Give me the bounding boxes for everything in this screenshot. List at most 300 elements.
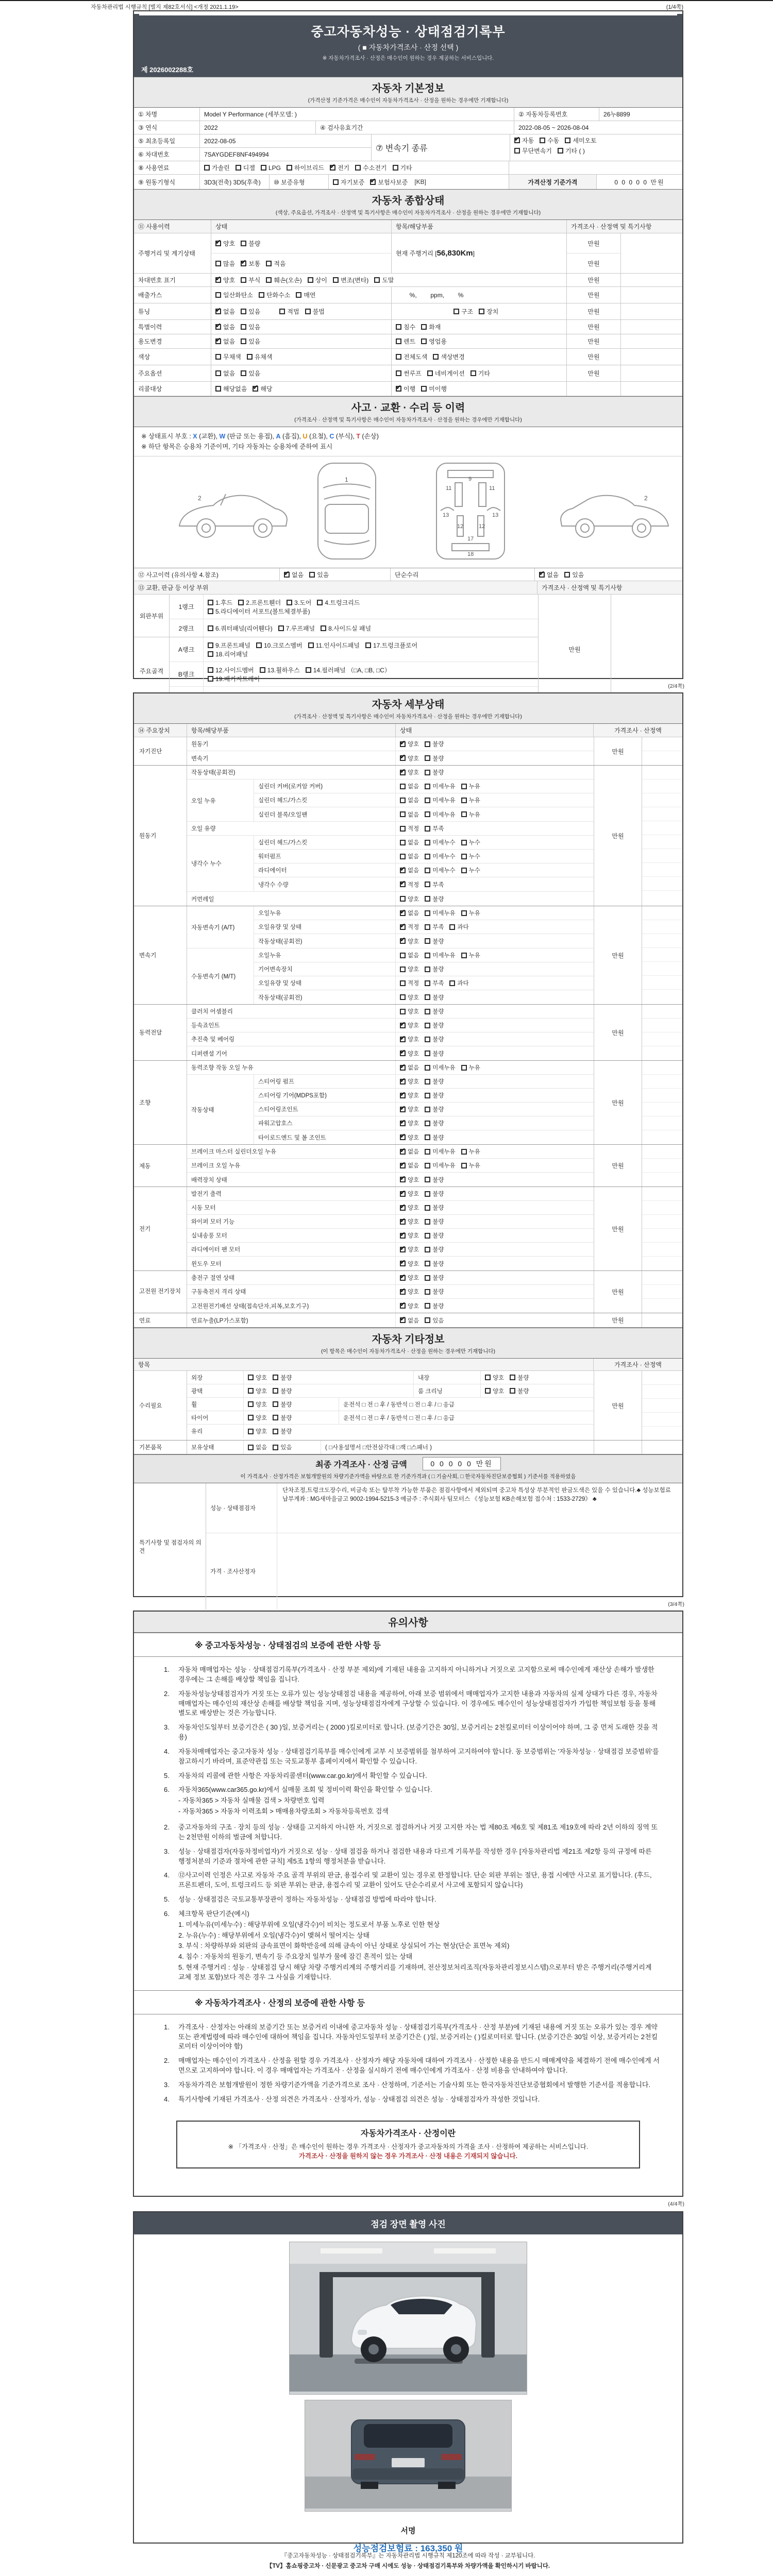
unchecked-checkbox-icon bbox=[248, 1375, 254, 1380]
checkbox-option[interactable]: 적정 bbox=[400, 824, 419, 833]
checkbox-option[interactable]: ✔ 없음 bbox=[284, 570, 304, 579]
checkbox-option[interactable]: 3.도어 bbox=[287, 598, 311, 607]
checkbox-option[interactable]: 네비게이션 bbox=[427, 369, 465, 378]
unchecked-checkbox-icon bbox=[510, 1375, 515, 1380]
checkbox-option[interactable]: 양호 bbox=[248, 1414, 267, 1422]
outer-panel-group bbox=[134, 595, 538, 637]
checkbox-option[interactable]: 양호 bbox=[400, 895, 419, 903]
checkbox-option[interactable]: 도말 bbox=[374, 276, 394, 284]
checkbox-option[interactable]: 불량 bbox=[425, 937, 444, 945]
notice-item: ⑫사고이력 인정은 사고로 자동차 주요 골격 부위의 판금, 용접수리 및 교환이 있는 경우로 한정합니다. 단순 외판 부위는 절단, 용접 시에만 사고로 표기합니다. (후드, 프론트펜더, 도어, 트렁크리드 등 외판 부위는 판금, 용접수리 및 교환이 있어도 단순수리로서 사고에 포함되지 않습니다) bbox=[178, 1871, 652, 1889]
checkbox-option[interactable]: ✔ 양호 bbox=[400, 1231, 419, 1240]
checkbox-option[interactable]: 누유 bbox=[461, 796, 480, 804]
checkbox-option[interactable]: ✔ 없음 bbox=[400, 1063, 419, 1072]
checkbox-option[interactable]: 있음 bbox=[564, 570, 584, 579]
price-cell: 만원 bbox=[594, 906, 642, 1004]
unchecked-checkbox-icon bbox=[425, 896, 430, 902]
checkbox-group bbox=[211, 287, 392, 303]
checkbox-option[interactable]: 적법 bbox=[279, 307, 299, 316]
svg-text:11: 11 bbox=[489, 485, 495, 492]
checkbox-option[interactable]: ✔ 양호 bbox=[400, 1217, 419, 1226]
checkbox-option[interactable]: 디젤 bbox=[236, 163, 255, 172]
checkbox-option[interactable]: 양호 bbox=[248, 1374, 267, 1382]
rank-label: 2랭크 bbox=[170, 619, 204, 637]
checkbox-option[interactable]: 19.패키지트레이 bbox=[208, 674, 260, 683]
unchecked-checkbox-icon bbox=[425, 1289, 430, 1295]
checkbox-option[interactable]: 양호 bbox=[485, 1374, 504, 1382]
checkbox-option[interactable]: 불량 bbox=[425, 1176, 444, 1184]
checkbox-group bbox=[208, 641, 423, 650]
checkbox-option[interactable]: 불량 bbox=[425, 1119, 444, 1127]
checkbox-option[interactable]: 불량 bbox=[425, 1035, 444, 1043]
checkbox-option[interactable]: 불량 bbox=[425, 965, 444, 973]
checkbox-group bbox=[396, 1257, 594, 1270]
unchecked-checkbox-icon bbox=[400, 896, 406, 902]
checkbox-option[interactable]: 불량 bbox=[510, 1374, 529, 1382]
item-label: 원동기 bbox=[187, 737, 396, 751]
checkbox-option[interactable]: 없음 bbox=[400, 782, 419, 790]
checkbox-option[interactable]: 양호 bbox=[400, 993, 419, 1002]
checkbox-option[interactable]: 18.리어패널 bbox=[208, 650, 248, 658]
text-segment: (손상) bbox=[360, 433, 379, 440]
checkbox-option[interactable]: ✔ 보험사보증 bbox=[370, 178, 408, 187]
checkbox-option[interactable]: 불량 bbox=[425, 1190, 444, 1198]
checkbox-option[interactable]: 있음 bbox=[309, 570, 329, 579]
checkbox-option[interactable]: 구조 bbox=[453, 307, 473, 316]
unchecked-checkbox-icon bbox=[453, 309, 459, 314]
checkbox-option[interactable]: 5.라디에이터 서포트(볼트체결부품) bbox=[208, 607, 310, 616]
unchecked-checkbox-icon bbox=[273, 1429, 278, 1434]
checkbox-option[interactable]: 7.루프패널 bbox=[278, 624, 315, 633]
checkbox-option[interactable]: 불량 bbox=[425, 1021, 444, 1029]
checkbox-option[interactable]: 불량 bbox=[241, 239, 260, 248]
checkbox-option[interactable]: 수동 bbox=[540, 136, 559, 145]
checkbox-option[interactable]: 불량 bbox=[273, 1374, 292, 1382]
checkbox-option[interactable]: ✔ 양호 bbox=[400, 1133, 419, 1142]
text-segment: (요철), bbox=[307, 433, 330, 440]
checkbox-option[interactable]: 미이행 bbox=[421, 384, 447, 393]
checkbox-option[interactable]: ✔ 없음 bbox=[539, 570, 559, 579]
checkbox-option[interactable]: 일산화탄소 bbox=[215, 291, 253, 299]
checkbox-option[interactable]: 무채색 bbox=[215, 352, 241, 361]
text-segment: W bbox=[219, 433, 226, 440]
checkbox-option[interactable]: 부족 bbox=[425, 880, 444, 889]
checkbox-option[interactable]: ✔ 양호 bbox=[400, 937, 419, 945]
checkbox-group bbox=[208, 650, 254, 658]
checkbox-option[interactable]: 양호 bbox=[248, 1400, 267, 1409]
checkbox-option[interactable]: 불량 bbox=[425, 993, 444, 1002]
checkbox-option[interactable]: 양호 bbox=[400, 1007, 419, 1015]
emission-values: %, ppm, % bbox=[392, 287, 567, 303]
notice-subitem: 3. 부식 : 차량하부와 외판의 금속표면이 화학반응에 의해 금속이 아닌 상태로 상실되어 가는 현상(단순 표면녹 제외) bbox=[178, 1942, 510, 1950]
checkbox-group bbox=[244, 1384, 414, 1397]
unchecked-checkbox-icon bbox=[425, 840, 430, 845]
checkbox-option[interactable]: 8.사이드실 패널 bbox=[321, 624, 371, 633]
checkbox-option[interactable]: ✔ 없음 bbox=[400, 866, 419, 874]
unchecked-checkbox-icon bbox=[425, 994, 430, 1000]
checkbox-option[interactable]: 있음 bbox=[425, 1316, 444, 1325]
final-price-note: 이 가격조사 · 산정가격은 보험개발원의 차량기준가액을 바탕으로 한 기준가격과 ( □ 기술사회, □ 한국자동차진단보증협회 ) 기준서를 적용하였음 bbox=[240, 1473, 576, 1480]
group-label: 조향 bbox=[134, 1061, 187, 1144]
checkbox-option[interactable]: 불량 bbox=[425, 754, 444, 762]
remark-cell bbox=[621, 382, 682, 396]
checkbox-group bbox=[392, 349, 567, 365]
checkbox-option[interactable]: 색상변경 bbox=[433, 352, 464, 361]
checkbox-option[interactable]: 불량 bbox=[510, 1387, 529, 1395]
checkbox-option[interactable]: 기타 bbox=[470, 369, 490, 378]
section-title: 자동차 세부상태 bbox=[372, 699, 445, 710]
checkbox-group bbox=[396, 1103, 594, 1116]
checkbox-option[interactable]: 11.인사이드패널 bbox=[308, 641, 360, 650]
unchecked-checkbox-icon bbox=[461, 798, 467, 803]
unchecked-checkbox-icon bbox=[208, 608, 213, 614]
checkbox-option[interactable]: 전체도색 bbox=[396, 352, 427, 361]
checkbox-option[interactable]: 양호 bbox=[400, 965, 419, 973]
checkbox-option[interactable]: 양호 bbox=[248, 1387, 267, 1395]
checkbox-option[interactable]: 많음 bbox=[215, 259, 235, 268]
checkbox-option[interactable]: 불량 bbox=[425, 768, 444, 776]
row-label: 주행거리 및 계기상태 bbox=[134, 233, 211, 273]
checkbox-option[interactable]: 기타 ( ) bbox=[558, 146, 585, 155]
unchecked-checkbox-icon bbox=[241, 277, 246, 283]
checkbox-group bbox=[392, 365, 567, 381]
checkbox-group bbox=[244, 1440, 321, 1454]
remarks-block bbox=[134, 1483, 682, 1609]
checkbox-option[interactable]: 미세누유 bbox=[425, 796, 455, 804]
checkbox-option[interactable]: 렌트 bbox=[396, 337, 415, 346]
checkbox-option[interactable]: ✔ 양호 bbox=[400, 1091, 419, 1099]
checkbox-option[interactable]: 영업용 bbox=[421, 337, 447, 346]
unchecked-checkbox-icon bbox=[449, 980, 455, 986]
notice-subsection-1: ※ 중고자동차성능 · 상태점검의 보증에 관한 사항 등 bbox=[134, 1633, 682, 1657]
section-detail-state-header bbox=[134, 693, 682, 724]
checkbox-option[interactable]: 없음 bbox=[400, 810, 419, 819]
checkbox-option[interactable]: ✔ 양호 bbox=[400, 1190, 419, 1198]
checkbox-option[interactable]: 무단변속기 bbox=[514, 146, 552, 155]
checkbox-option[interactable]: 불량 bbox=[425, 1231, 444, 1240]
field-value: 2022 bbox=[200, 121, 316, 134]
unchecked-checkbox-icon bbox=[248, 1445, 254, 1450]
checkbox-option[interactable]: 변조(변타) bbox=[333, 276, 368, 284]
unchecked-checkbox-icon bbox=[400, 798, 406, 803]
subgroup-label: 냉각수 누수 bbox=[187, 836, 254, 891]
checkbox-option[interactable]: 기타 bbox=[393, 163, 412, 172]
checkbox-option[interactable]: ✔ 없음 bbox=[400, 1147, 419, 1156]
checkbox-option[interactable]: 없음 bbox=[400, 951, 419, 959]
checkbox-option[interactable]: 누유 bbox=[461, 1161, 480, 1170]
checkbox-option[interactable]: ✔ 보통 bbox=[241, 259, 260, 268]
price-appraisal-info-box bbox=[176, 2121, 640, 2169]
table-row-group bbox=[134, 134, 682, 161]
price-cell: 만원 bbox=[567, 320, 621, 334]
checkbox-option[interactable]: ✔ 양호 bbox=[400, 1119, 419, 1127]
unchecked-checkbox-icon bbox=[425, 1079, 430, 1084]
checkbox-option[interactable]: 가솔린 bbox=[204, 163, 230, 172]
checkbox-option[interactable]: 10.크로스멤버 bbox=[256, 641, 303, 650]
checkbox-group bbox=[280, 568, 391, 581]
unchecked-checkbox-icon bbox=[241, 370, 246, 376]
checkbox-option[interactable]: 불량 bbox=[425, 1007, 444, 1015]
checkbox-option[interactable]: 부족 bbox=[425, 979, 444, 987]
checkbox-option[interactable]: 있음 bbox=[241, 323, 260, 331]
svg-text:13: 13 bbox=[443, 512, 449, 518]
checkbox-option[interactable]: ✔ 자동 bbox=[514, 136, 534, 145]
checkbox-option[interactable]: 미세누유 bbox=[425, 810, 455, 819]
checkbox-option[interactable]: 부식 bbox=[241, 276, 260, 284]
checkbox-group bbox=[396, 990, 594, 1004]
checkbox-option[interactable]: 하이브리드 bbox=[287, 163, 324, 172]
unchecked-checkbox-icon bbox=[425, 1219, 430, 1225]
checkbox-option[interactable]: ✔ 없음 bbox=[400, 1161, 419, 1170]
checkbox-option[interactable]: 유채색 bbox=[247, 352, 273, 361]
checkbox-option[interactable]: ✔ 전기 bbox=[330, 163, 349, 172]
checked-checkbox-icon bbox=[400, 1219, 406, 1225]
checkbox-option[interactable]: 미세누유 bbox=[425, 1147, 455, 1156]
checkbox-option[interactable]: 과다 bbox=[449, 979, 468, 987]
checkbox-option[interactable]: 미세누수 bbox=[425, 866, 455, 874]
checkbox-option[interactable]: 불량 bbox=[425, 1302, 444, 1310]
checkbox-option[interactable]: 수소전기 bbox=[355, 163, 386, 172]
checkbox-option[interactable]: 없음 bbox=[400, 838, 419, 846]
checkbox-option[interactable]: 누유 bbox=[461, 810, 480, 819]
checkbox-option[interactable]: 불량 bbox=[425, 1260, 444, 1268]
checkbox-option[interactable]: ✔ 양호 bbox=[400, 1077, 419, 1086]
checkbox-option[interactable]: 미세누유 bbox=[425, 951, 455, 959]
unchecked-checkbox-icon bbox=[266, 261, 272, 266]
checkbox-option[interactable]: 불법 bbox=[305, 307, 325, 316]
unchecked-checkbox-icon bbox=[215, 386, 221, 392]
checkbox-option[interactable]: 불량 bbox=[425, 1245, 444, 1253]
checkbox-option[interactable]: ✔ 이행 bbox=[396, 384, 415, 393]
item-label: 룸 크리닝 bbox=[414, 1384, 481, 1397]
checkbox-option[interactable]: ✔ 없음 bbox=[400, 909, 419, 917]
unchecked-checkbox-icon bbox=[425, 1009, 430, 1014]
checkbox-group bbox=[396, 836, 594, 849]
checkbox-option[interactable]: 누유 bbox=[461, 782, 480, 790]
checkbox-option[interactable]: 탄화수소 bbox=[259, 291, 290, 299]
checkbox-option[interactable]: ✔ 해당 bbox=[253, 384, 272, 393]
checkbox-option[interactable]: 불량 bbox=[425, 1105, 444, 1113]
unchecked-checkbox-icon bbox=[273, 1401, 278, 1407]
checkbox-option[interactable]: 장치 bbox=[479, 307, 498, 316]
checkbox-option[interactable]: 1.후드 bbox=[208, 598, 232, 607]
checkbox-option[interactable]: 불량 bbox=[425, 1204, 444, 1212]
checkbox-option[interactable]: 썬루프 bbox=[396, 369, 422, 378]
group-label: 주요골격 bbox=[134, 637, 170, 704]
checkbox-option[interactable]: 있음 bbox=[241, 337, 260, 346]
item-number: 6. bbox=[164, 1786, 170, 1794]
detail-group-powertrain bbox=[134, 1005, 682, 1061]
checkbox-option[interactable]: 부족 bbox=[425, 824, 444, 833]
item-number: 4. bbox=[164, 2095, 170, 2103]
checkbox-option[interactable]: ✔ 양호 bbox=[400, 768, 419, 776]
checkbox-option[interactable]: 적정 bbox=[400, 979, 419, 987]
price-cell: 만원 bbox=[594, 766, 642, 906]
checkbox-option[interactable]: 화재 bbox=[421, 323, 441, 331]
checkbox-option[interactable]: 세미오토 bbox=[565, 136, 596, 145]
checkbox-group bbox=[396, 1046, 594, 1060]
remark-cell bbox=[621, 287, 682, 303]
price-cell: 만원 bbox=[594, 1187, 642, 1270]
checkbox-option[interactable]: ✔ 적정 bbox=[400, 923, 419, 931]
group-label: 제동 bbox=[134, 1145, 187, 1187]
checkbox-option[interactable]: ✔ 양호 bbox=[400, 740, 419, 748]
checkbox-option[interactable]: 없음 bbox=[215, 369, 235, 378]
checkbox-option[interactable]: 있음 bbox=[241, 307, 260, 316]
checkbox-option[interactable]: 불량 bbox=[425, 1077, 444, 1086]
checkbox-option[interactable]: ✔ 양호 bbox=[400, 1176, 419, 1184]
checkbox-option[interactable]: 있음 bbox=[273, 1443, 292, 1451]
checkbox-option[interactable]: ✔ 양호 bbox=[400, 1302, 419, 1310]
checkbox-option[interactable]: 부족 bbox=[425, 923, 444, 931]
unchecked-checkbox-icon bbox=[558, 148, 563, 154]
checkbox-option[interactable]: ✔ 없음 bbox=[215, 323, 235, 331]
checked-checkbox-icon bbox=[400, 1107, 406, 1112]
checkbox-option[interactable]: ✔ 양호 bbox=[400, 1260, 419, 1268]
checkbox-option[interactable]: 불량 bbox=[273, 1427, 292, 1435]
unchecked-checkbox-icon bbox=[510, 1388, 515, 1394]
checkbox-option[interactable]: 불량 bbox=[425, 895, 444, 903]
column-header: 가격조사 · 산정액 및 특기사항 bbox=[542, 584, 623, 591]
price-cell: 만원 bbox=[594, 1313, 642, 1327]
checkbox-option[interactable]: 침수 bbox=[396, 323, 415, 331]
page-marker-2: (2/4쪽) bbox=[668, 683, 684, 689]
passenger-car-note: ※ 하단 항목은 승용차 기준이며, 기타 자동차는 승용차에 준하여 표시 bbox=[141, 443, 333, 450]
column-header: 가격조사 · 산정액 bbox=[614, 727, 662, 734]
checkbox-option[interactable]: ✔ 양호 bbox=[400, 1105, 419, 1113]
checkbox-option[interactable]: 미세누유 bbox=[425, 1063, 455, 1072]
checkbox-option[interactable]: 6.쿼터패널(리어휀다) bbox=[208, 624, 273, 633]
checkbox-option[interactable]: LPG bbox=[261, 164, 281, 172]
checkbox-option[interactable]: 미세누수 bbox=[425, 838, 455, 846]
checkbox-option[interactable]: 불량 bbox=[273, 1400, 292, 1409]
checkbox-option[interactable]: 14.필러패널 （□A, □B, □C） bbox=[306, 666, 391, 674]
checkbox-option[interactable]: ✔ 양호 bbox=[400, 1274, 419, 1282]
mileage-row-group bbox=[134, 233, 682, 274]
notice-subitem: - 자동차365 > 자동차 이력조회 > 매매용차량조회 > 자동차등록번호 검색 bbox=[178, 1807, 389, 1816]
checkbox-option[interactable]: 불량 bbox=[273, 1387, 292, 1395]
checkbox-option[interactable]: 17.트렁크플로어 bbox=[365, 641, 417, 650]
item-label: 작동상태(공회전) bbox=[187, 766, 396, 779]
checkbox-option[interactable]: 불량 bbox=[425, 1217, 444, 1226]
field-label: ③ 연식 bbox=[134, 121, 200, 134]
checkbox-option[interactable]: 적음 bbox=[266, 259, 285, 268]
checkbox-option[interactable]: 누유 bbox=[461, 1063, 480, 1072]
checkbox-option[interactable]: ✔ 없음 bbox=[400, 1316, 419, 1325]
notice-item bbox=[178, 1909, 660, 1982]
checkbox-group bbox=[396, 863, 594, 877]
checkbox-option[interactable]: 상이 bbox=[308, 276, 327, 284]
item-label: 동력조향 작동 오일 누유 bbox=[187, 1061, 396, 1074]
checkbox-group bbox=[396, 1145, 594, 1158]
unchecked-checkbox-icon bbox=[425, 1023, 430, 1028]
checkbox-option[interactable]: ✔ 양호 bbox=[400, 1204, 419, 1212]
unchecked-checkbox-icon bbox=[425, 1149, 430, 1155]
checkbox-option[interactable]: 없음 bbox=[400, 852, 419, 860]
unchecked-checkbox-icon bbox=[425, 1233, 430, 1239]
checkbox-option[interactable]: ✔ 적정 bbox=[400, 880, 419, 889]
checkbox-option[interactable]: 있음 bbox=[241, 369, 260, 378]
unchecked-checkbox-icon bbox=[248, 1429, 254, 1434]
checkbox-option[interactable]: 불량 bbox=[425, 740, 444, 748]
text-segment: T bbox=[356, 433, 360, 440]
checkbox-option[interactable]: 양호 bbox=[485, 1387, 504, 1395]
checkbox-option[interactable]: 불량 bbox=[425, 1133, 444, 1142]
notice-item: 자동차매매업자는 중고자동차 성능 · 상태점검기록부를 매수인에게 교부 시 보증범위를 첨부하여 고지하여야 합니다. 동 보증범위는 '자동차성능 · 상태점검 보증범위'를 참고하시기 바라며, 표준약관집 또는 국토교통부 홈페이지에서 확인할 수 있습니다. bbox=[178, 1747, 659, 1765]
checkbox-option[interactable]: 미세누유 bbox=[425, 909, 455, 917]
checkbox-option[interactable]: 불량 bbox=[425, 1274, 444, 1282]
checkbox-group bbox=[396, 1313, 594, 1327]
item-number: 5. bbox=[164, 1895, 170, 1904]
checkbox-option[interactable]: 불량 bbox=[425, 1091, 444, 1099]
checkbox-option[interactable]: 미세누수 bbox=[425, 852, 455, 860]
form-reference: 자동차관리법 시행규칙 [별지 제82호서식] <개정 2021.1.19> bbox=[91, 4, 239, 10]
checkbox-option[interactable]: 자기보증 bbox=[333, 178, 364, 187]
checkbox-option[interactable]: ✔ 양호 bbox=[400, 1245, 419, 1253]
checkbox-option[interactable]: 미세누유 bbox=[425, 1161, 455, 1170]
unchecked-checkbox-icon bbox=[425, 1317, 430, 1323]
checkbox-option[interactable]: ✔ 양호 bbox=[400, 1021, 419, 1029]
checkbox-option[interactable]: 13.휠하우스 bbox=[260, 666, 300, 674]
checkbox-option[interactable]: 훼손(오손) bbox=[266, 276, 301, 284]
misc-group-repair bbox=[134, 1371, 682, 1440]
item-label: 브레이크 마스터 실린더오일 누유 bbox=[187, 1145, 396, 1158]
checkbox-option[interactable]: 누수 bbox=[461, 838, 480, 846]
remark-cell bbox=[621, 349, 682, 365]
checkbox-option[interactable]: 12.사이드멤버 bbox=[208, 666, 254, 674]
checkbox-option[interactable]: 없음 bbox=[248, 1443, 267, 1451]
checkbox-option[interactable]: 누유 bbox=[461, 1147, 480, 1156]
checkbox-option[interactable]: 4.트렁크리드 bbox=[317, 598, 360, 607]
checkbox-option[interactable]: 2.프론트휀더 bbox=[238, 598, 281, 607]
checkbox-option[interactable]: 누유 bbox=[461, 909, 480, 917]
checkbox-option[interactable]: ✔ 양호 bbox=[400, 1287, 419, 1296]
checkbox-option[interactable]: 누유 bbox=[461, 951, 480, 959]
checkbox-option[interactable]: 과다 bbox=[449, 923, 468, 931]
checkbox-option[interactable]: ✔ 양호 bbox=[215, 276, 235, 284]
checkbox-option[interactable]: ✔ 양호 bbox=[400, 1035, 419, 1043]
header-divider bbox=[139, 14, 677, 15]
checkbox-option[interactable]: ✔ 양호 bbox=[400, 754, 419, 762]
checkbox-option[interactable]: 미세누유 bbox=[425, 782, 455, 790]
checked-checkbox-icon bbox=[400, 1121, 406, 1126]
checkbox-option[interactable]: 없음 bbox=[400, 796, 419, 804]
text-segment: (판금 또는 용접), bbox=[225, 433, 276, 440]
checkbox-option[interactable]: 불량 bbox=[273, 1414, 292, 1422]
checkbox-option[interactable]: ✔ 없음 bbox=[215, 337, 235, 346]
checkbox-option[interactable]: ✔ 양호 bbox=[400, 1049, 419, 1058]
unchecked-checkbox-icon bbox=[425, 770, 430, 775]
checkbox-option[interactable]: 양호 bbox=[248, 1427, 267, 1435]
checkbox-option[interactable]: 매연 bbox=[296, 291, 315, 299]
checkbox-option[interactable]: 불량 bbox=[425, 1049, 444, 1058]
checkbox-group bbox=[396, 1187, 594, 1200]
checkbox-option[interactable]: 해당없음 bbox=[215, 384, 247, 393]
warranty-cell bbox=[329, 175, 509, 189]
checkbox-option[interactable]: 누수 bbox=[461, 852, 480, 860]
unchecked-checkbox-icon bbox=[273, 1415, 278, 1420]
checkbox-option[interactable]: ✔ 없음 bbox=[215, 307, 235, 316]
checkbox-group bbox=[208, 674, 265, 683]
unchecked-checkbox-icon bbox=[425, 1093, 430, 1098]
unchecked-checkbox-icon bbox=[333, 179, 339, 185]
checkbox-option[interactable]: ✔ 양호 bbox=[215, 239, 235, 248]
checkbox-option[interactable]: 불량 bbox=[425, 1287, 444, 1296]
section-subtitle: (가격산정 기준가격은 매수인이 자동차가격조사 · 산정을 원하는 경우에만 기재합니다) bbox=[308, 97, 509, 104]
checkbox-option[interactable]: 누수 bbox=[461, 866, 480, 874]
checkbox-option[interactable]: 9.프론트패널 bbox=[208, 641, 250, 650]
unchecked-checkbox-icon bbox=[400, 854, 406, 859]
